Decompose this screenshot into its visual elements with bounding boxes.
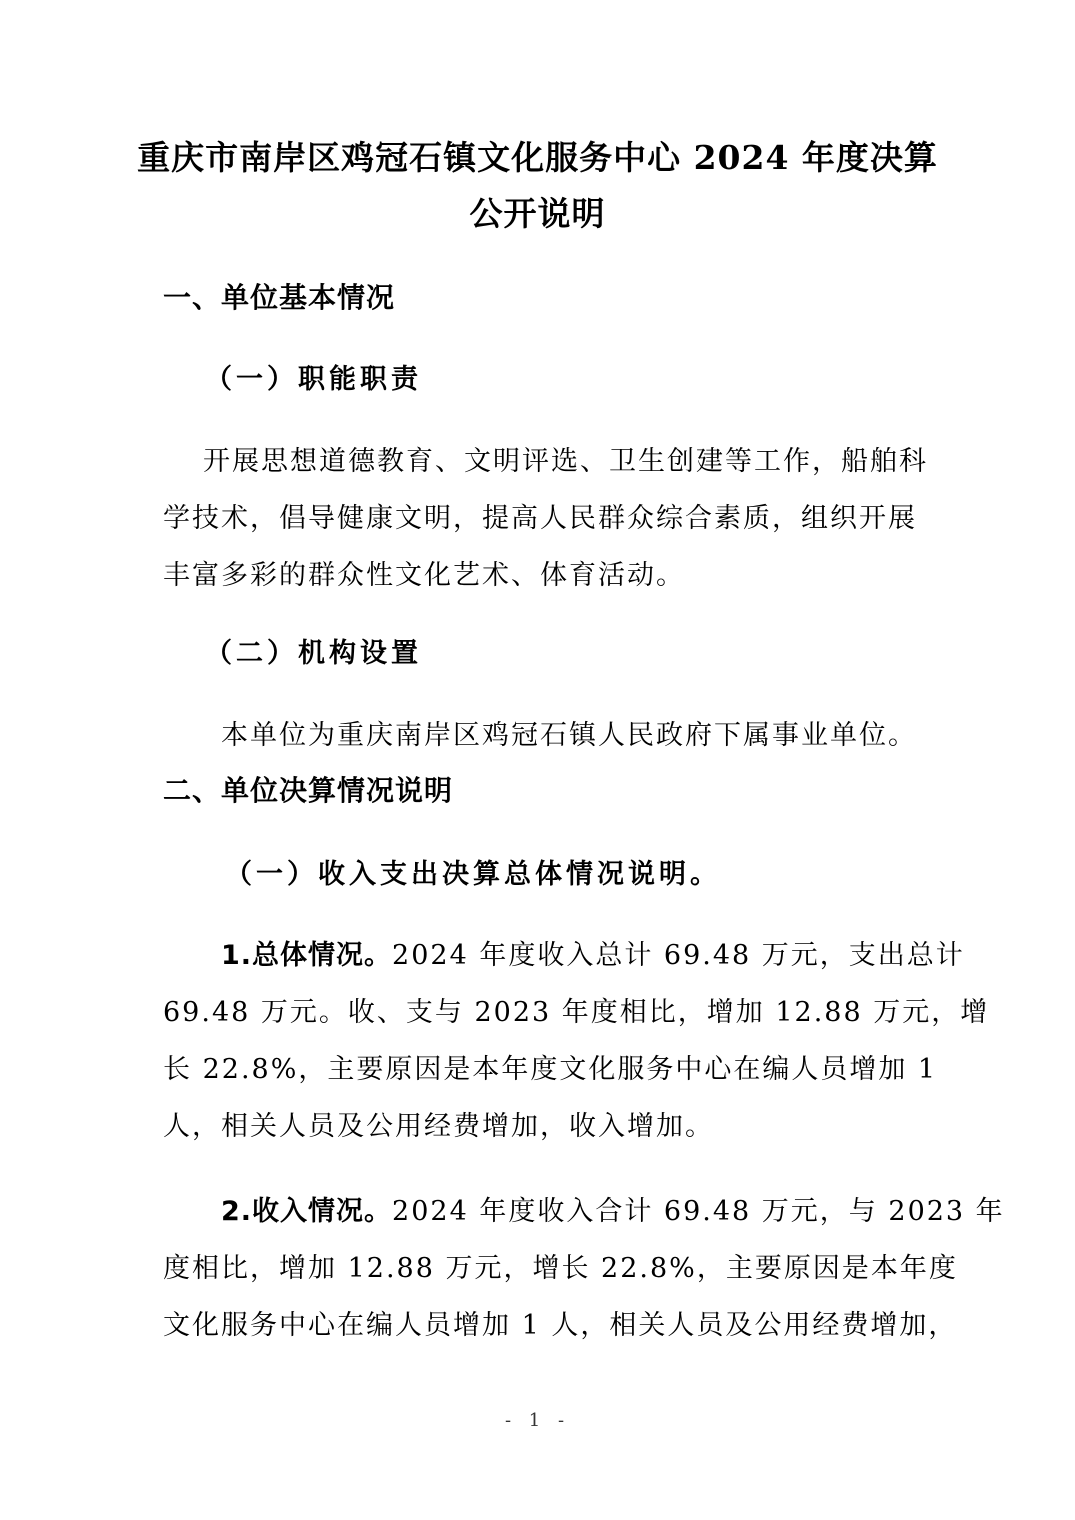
page-number: - 1 -: [504, 1410, 571, 1431]
paragraph-line: 开展思想道德教育、文明评选、卫生创建等工作，船舶科: [203, 446, 928, 477]
paragraph-functions: [163, 433, 928, 604]
paragraph-line: 长 22.8%，主要原因是本年度文化服务中心在编人员增加 1: [163, 1054, 938, 1085]
paragraph-line-rest: 2024 年度收入总计 69.48 万元，支出总计: [392, 940, 965, 971]
paragraph-line-first: [163, 1183, 1005, 1240]
paragraph-line-rest: 2024 年度收入合计 69.48 万元，与 2023 年: [392, 1196, 1005, 1227]
subheading-income-expense-overview: （一）收入支出决算总体情况说明。: [225, 859, 721, 890]
paragraph-line-first: [163, 927, 965, 984]
document-title-line-1: 重庆市南岸区鸡冠石镇文化服务中心 2024 年度决算: [137, 138, 938, 177]
paragraph-line: 人，相关人员及公用经费增加，收入增加。: [163, 1111, 714, 1142]
subheading-organization: （二）机构设置: [205, 638, 422, 669]
section-heading-budget-explanation: 二、单位决算情况说明: [163, 774, 454, 807]
paragraph-organization: [163, 707, 917, 764]
paragraph-line: 本单位为重庆南岸区鸡冠石镇人民政府下属事业单位。: [221, 720, 917, 751]
paragraph-lead: 1.总体情况。: [221, 940, 393, 971]
paragraph-line: 学技术，倡导健康文明，提高人民群众综合素质，组织开展: [163, 503, 917, 534]
paragraph-lead: 2.收入情况。: [221, 1196, 393, 1227]
paragraph-line: 文化服务中心在编人员增加 1 人，相关人员及公用经费增加，: [163, 1310, 958, 1341]
section-heading-basic-info: 一、单位基本情况: [163, 281, 396, 314]
subheading-functions: （一）职能职责: [205, 364, 422, 395]
document-title-line-2: 公开说明: [469, 194, 606, 233]
paragraph-line: 丰富多彩的群众性文化艺术、体育活动。: [163, 560, 685, 591]
paragraph-line: 度相比，增加 12.88 万元，增长 22.8%，主要原因是本年度: [163, 1253, 958, 1284]
paragraph-line: 69.48 万元。收、支与 2023 年度相比，增加 12.88 万元，增: [163, 997, 990, 1028]
paragraph-income-situation: [163, 1183, 1005, 1354]
paragraph-overall-situation: [163, 927, 990, 1155]
